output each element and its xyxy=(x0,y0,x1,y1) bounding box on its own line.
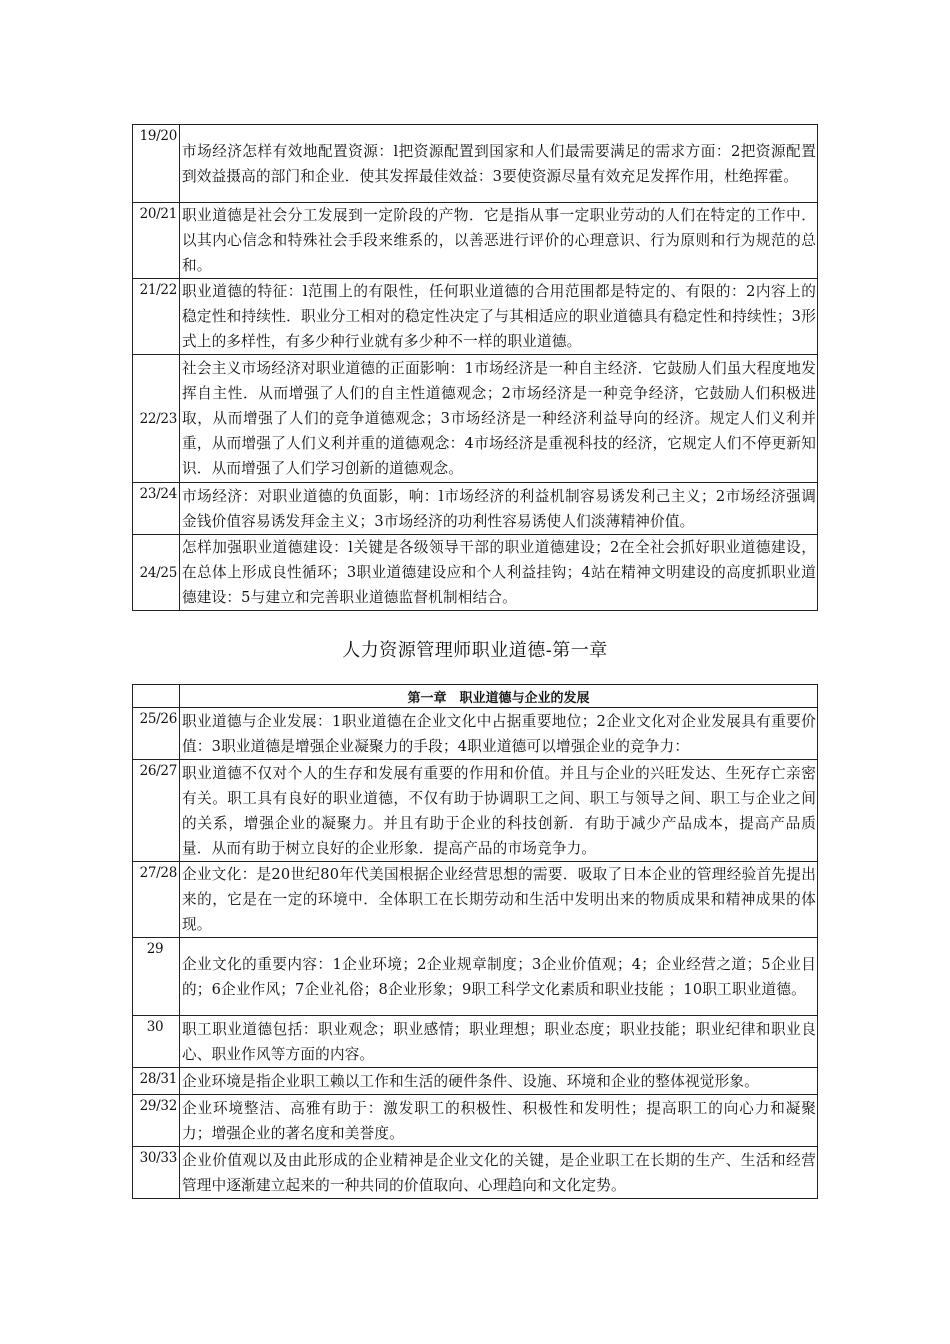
row-number: 29/32 xyxy=(133,1095,180,1147)
table-row xyxy=(133,355,818,483)
table-row xyxy=(133,1147,818,1199)
table-row xyxy=(133,483,818,535)
chapter-heading: 第一章 职业道德与企业的发展 xyxy=(180,685,818,708)
row-text: 职业道德是社会分工发展到一定阶段的产物．它是指从事一定职业劳动的人们在特定的工作中．以其内心信念和特殊社会手段来维系的，以善恶进行评价的心理意识、行为原则和行为规范的总和。 xyxy=(180,203,818,279)
row-text: 企业文化：是20世纪80年代美国根据企业经营思想的需要．吸取了日本企业的管理经验首先提出来的，它是在一定的环境中．全体职工在长期劳动和生活中发明出来的物质成果和精神成果的体现。 xyxy=(180,862,818,938)
table-row xyxy=(133,760,818,862)
row-text: 企业环境整洁、高雅有助于：激发职工的积极性、积极性和发明性；提高职工的向心力和凝聚力；增强企业的著名度和美誉度。 xyxy=(180,1095,818,1147)
row-text: 企业价值观以及由此形成的企业精神是企业文化的关键，是企业职工在长期的生产、生活和经营管理中逐渐建立起来的一种共同的价值取向、心理趋向和文化定势。 xyxy=(180,1147,818,1199)
table-row xyxy=(133,708,818,760)
table-row xyxy=(133,938,818,1016)
row-number: 27/28 xyxy=(133,862,180,938)
row-text: 市场经济怎样有效地配置资源：l把资源配置到国家和人们最需要满足的需求方面：2把资源配置到效益摄高的部门和企业．使其发挥最佳效益：3要使资源尽量有效充足发挥作用，杜绝挥霍。 xyxy=(180,125,818,203)
row-number: 30 xyxy=(133,1016,180,1068)
row-number: 23/24 xyxy=(133,483,180,535)
row-number: 30/33 xyxy=(133,1147,180,1199)
table-row xyxy=(133,125,818,203)
table-row xyxy=(133,535,818,611)
row-text: 职业道德不仅对个人的生存和发展有重要的作用和价值。并且与企业的兴旺发达、生死存亡亲密有关。职工具有良好的职业道德，不仅有助于协调职工之间、职工与领导之间、职工与企业之间的关系，增强企业的凝聚力。并且有助于企业的科技创新．有助于减少产品成本，提高产品质量．从而有助于树立良好的企业形象．提高产品的市场竞争力。 xyxy=(180,760,818,862)
table-row xyxy=(133,1068,818,1095)
section-title: 人力资源管理师职业道德-第一章 xyxy=(342,640,608,661)
row-number: 20/21 xyxy=(133,203,180,279)
row-number: 26/27 xyxy=(133,760,180,862)
table-row xyxy=(133,862,818,938)
knowledge-table-2 xyxy=(132,684,818,1199)
row-text: 企业文化的重要内容：1企业环境；2企业规章制度；3企业价值观；4；企业经营之道；5企业目的；6企业作风；7企业礼俗；8企业形象；9职工科学文化素质和职业技能 ；10职工职业道德。 xyxy=(180,938,818,1016)
table-row xyxy=(133,1016,818,1068)
header-empty-cell xyxy=(133,685,180,708)
row-number: 21/22 xyxy=(133,279,180,355)
row-text: 社会主义市场经济对职业道德的正面影响：1市场经济是一种自主经济．它鼓励人们虽大程度地发挥自主性．从而增强了人们的自主性道德观念；2市场经济是一种竞争经济，它鼓励人们积极进取，从而增强了人们的竞争道德观念；3市场经济是一种经济利益导向的经济。规定人们义利并重，从而增强了人们义利并重的道德观念：4市场经济是重视科技的经济，它规定人们不停更新知识．从而增强了人们学习创新的道德观念。 xyxy=(180,355,818,483)
table-header-row xyxy=(133,685,818,708)
row-number: 24/25 xyxy=(133,535,180,611)
row-number: 29 xyxy=(133,938,180,1016)
row-text: 市场经济：对职业道德的负面影，响：l市场经济的利益机制容易诱发利己主义；2市场经济强调金钱价值容易诱发拜金主义；3市场经济的功利性容易诱使人们淡薄精神价值。 xyxy=(180,483,818,535)
row-number: 22/23 xyxy=(133,355,180,483)
row-text: 职业道德的特征：l范围上的有限性，任何职业道德的合用范围都是特定的、有限的：2内容上的稳定性和持续性．职业分工相对的稳定性决定了与其相适应的职业道德具有稳定性和持续性；3形式上的多样性，有多少种行业就有多少种不一样的职业道德。 xyxy=(180,279,818,355)
row-text: 职业道德与企业发展：1职业道德在企业文化中占据重要地位；2企业文化对企业发展具有重要价值：3职业道德是增强企业凝聚力的手段；4职业道德可以增强企业的竞争力： xyxy=(180,708,818,760)
table-row xyxy=(133,203,818,279)
row-number: 19/20 xyxy=(133,125,180,203)
row-number: 28/31 xyxy=(133,1068,180,1095)
row-text: 企业环境是指企业职工赖以工作和生活的硬件条件、设施、环境和企业的整体视觉形象。 xyxy=(180,1068,818,1095)
row-text: 职工职业道德包括：职业观念；职业感情；职业理想；职业态度；职业技能；职业纪律和职业良心、职业作风等方面的内容。 xyxy=(180,1016,818,1068)
table-row xyxy=(133,1095,818,1147)
row-text: 怎样加强职业道德建设：l关键是各级领导干部的职业道德建设；2在全社会抓好职业道德建设，在总体上形成良性循环；3职业道德建设应和个人利益挂钩；4站在精神文明建设的高度抓职业道德建设：5与建立和完善职业道德监督机制相结合。 xyxy=(180,535,818,611)
row-number: 25/26 xyxy=(133,708,180,760)
knowledge-table-1 xyxy=(132,124,818,611)
table-row xyxy=(133,279,818,355)
